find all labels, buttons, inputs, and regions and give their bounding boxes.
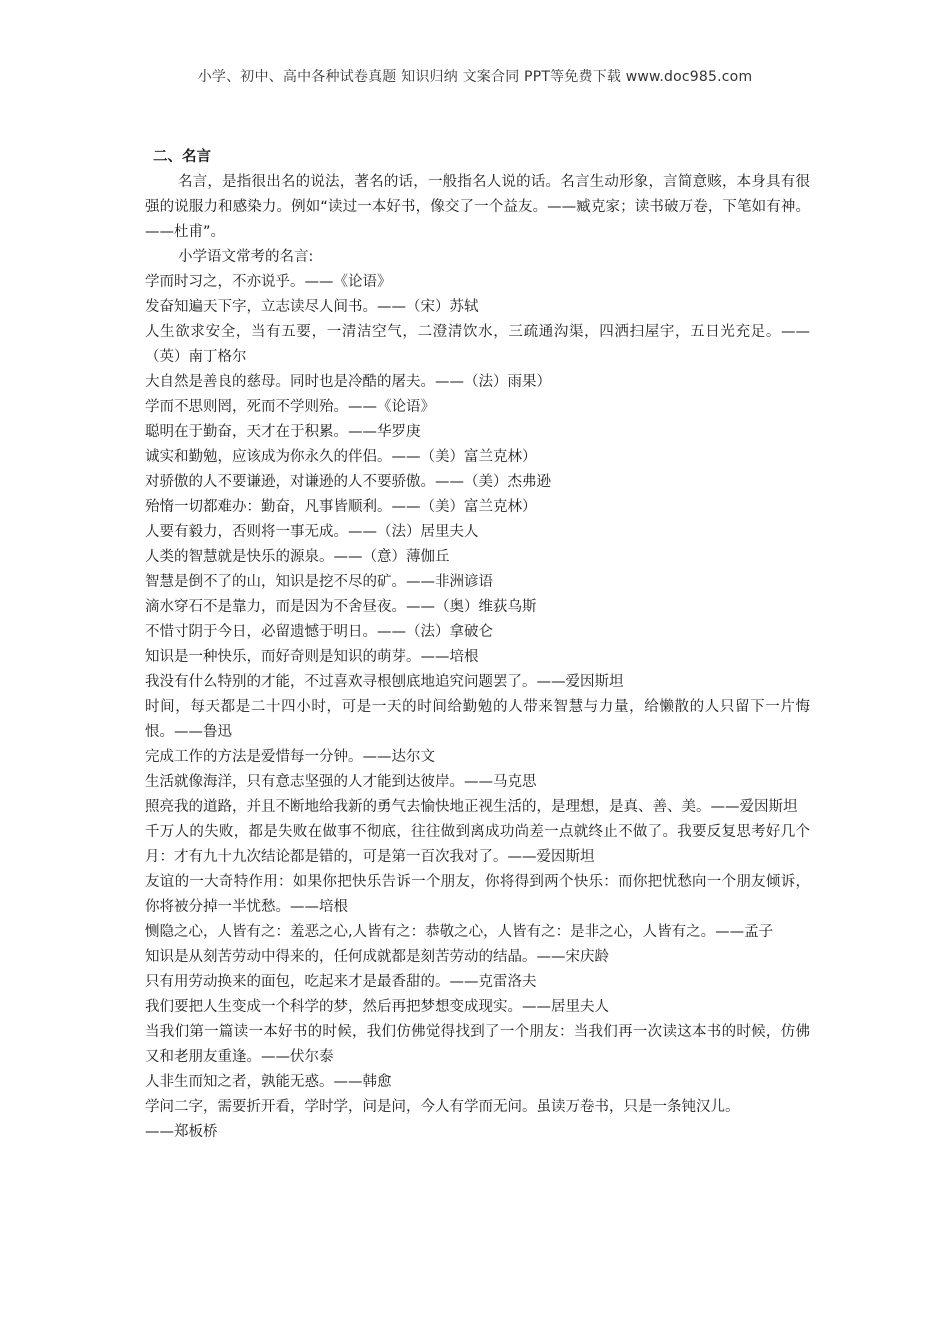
quote-item: 聪明在于勤奋，天才在于积累。——华罗庚: [145, 424, 421, 440]
quote-item: 人类的智慧就是快乐的源泉。——（意）薄伽丘: [145, 549, 450, 565]
quote-item: 殆惰一切都难办：勤奋，凡事皆顺利。——（美）富兰克林）: [145, 499, 537, 515]
quote-item: 大自然是善良的慈母。同时也是冷酷的屠夫。——（法）雨果）: [145, 374, 551, 390]
section-title: 二、名言: [153, 149, 211, 165]
quote-item: 学而不思则罔，死而不学则殆。——《论语》: [145, 399, 435, 415]
page-header: 小学、初中、高中各种试卷真题 知识归纳 文案合同 PPT等免费下载 www.doc985.com: [197, 69, 753, 85]
quote-item: 人生欲求安全，当有五要，一清洁空气，二澄清饮水，三疏通沟渠，四洒扫屋宇，五日光充足。——（英）南丁格尔: [145, 324, 810, 365]
intro-paragraph: 名言，是指很出名的说法，著名的话，一般指名人说的话。名言生动形象，言简意赅，本身具有很强的说服力和感染力。例如“读过一本好书，像交了一个益友。——臧克家；读书破万卷，下笔如有神。——杜甫”。: [145, 174, 810, 240]
quote-item: 滴水穿石不是靠力，而是因为不舍昼夜。——（奥）维荻乌斯: [145, 599, 537, 615]
quote-item: 人要有毅力，否则将一事无成。——（法）居里夫人: [145, 524, 479, 540]
quote-item: 完成工作的方法是爱惜每一分钟。——达尔文: [145, 749, 435, 765]
quote-item: 诚实和勤勉，应该成为你永久的伴侣。——（美）富兰克林）: [145, 449, 537, 465]
quote-item: 时间，每天都是二十四小时，可是一天的时间给勤勉的人带来智慧与力量，给懒散的人只留下一片悔恨。——鲁迅: [145, 699, 810, 740]
quote-item: 我没有什么特别的才能，不过喜欢寻根刨底地追究问题罢了。——爱因斯坦: [145, 674, 624, 690]
quote-item: 智慧是倒不了的山，知识是挖不尽的矿。——非洲谚语: [145, 574, 493, 590]
quotes-lead: 小学语文常考的名言:: [178, 249, 314, 265]
quote-item: 对骄傲的人不要谦逊，对谦逊的人不要骄傲。——（美）杰弗逊: [145, 474, 551, 490]
quote-item: 学而时习之，不亦说乎。——《论语》: [145, 274, 392, 290]
document-body: [145, 145, 810, 1145]
quote-item: 恻隐之心，人皆有之：羞恶之心,人皆有之：恭敬之心，人皆有之：是非之心，人皆有之。——孟子: [145, 924, 774, 940]
quote-item: 知识是一种快乐，而好奇则是知识的萌芽。——培根: [145, 649, 479, 665]
quote-item: 知识是从刻苦劳动中得来的，任何成就都是刻苦劳动的结晶。——宋庆龄: [145, 949, 609, 965]
quote-list: [145, 270, 810, 1145]
quote-item: 人非生而知之者，孰能无惑。——韩愈: [145, 1074, 392, 1090]
quote-item: 照亮我的道路，并且不断地给我新的勇气去愉快地正视生活的，是理想，是真、善、美。——爱因斯坦: [145, 799, 798, 815]
quote-item: 只有用劳动换来的面包，吃起来才是最香甜的。——克雷洛夫: [145, 974, 537, 990]
quote-item: 学问二字，需要折开看，学时学，问是问，今人有学而无问。虽读万卷书，只是一条钝汉儿。: [145, 1099, 740, 1115]
quote-attribution: ——郑板桥: [145, 1124, 218, 1140]
quote-item: 千万人的失败，都是失败在做事不彻底，往往做到离成功尚差一点就终止不做了。我要反复思考好几个月：才有九十九次结论都是错的，可是第一百次我对了。——爱因斯坦: [145, 824, 810, 865]
quote-item: 发奋知遍天下字，立志读尽人间书。——（宋）苏轼: [145, 299, 479, 315]
quote-item: 我们要把人生变成一个科学的梦，然后再把梦想变成现实。——居里夫人: [145, 999, 609, 1015]
quote-item: 当我们第一篇读一本好书的时候，我们仿佛觉得找到了一个朋友：当我们再一次读这本书的时候，仿佛又和老朋友重逢。——伏尔泰: [145, 1024, 810, 1065]
quote-item: 友谊的一大奇特作用：如果你把快乐告诉一个朋友，你将得到两个快乐：而你把忧愁向一个朋友倾诉，你将被分掉一半忧愁。——培根: [145, 874, 810, 915]
quote-item: 生活就像海洋，只有意志坚强的人才能到达彼岸。——马克思: [145, 774, 537, 790]
quote-item: 不惜寸阴于今日，必留遗憾于明日。——（法）拿破仑: [145, 624, 493, 640]
